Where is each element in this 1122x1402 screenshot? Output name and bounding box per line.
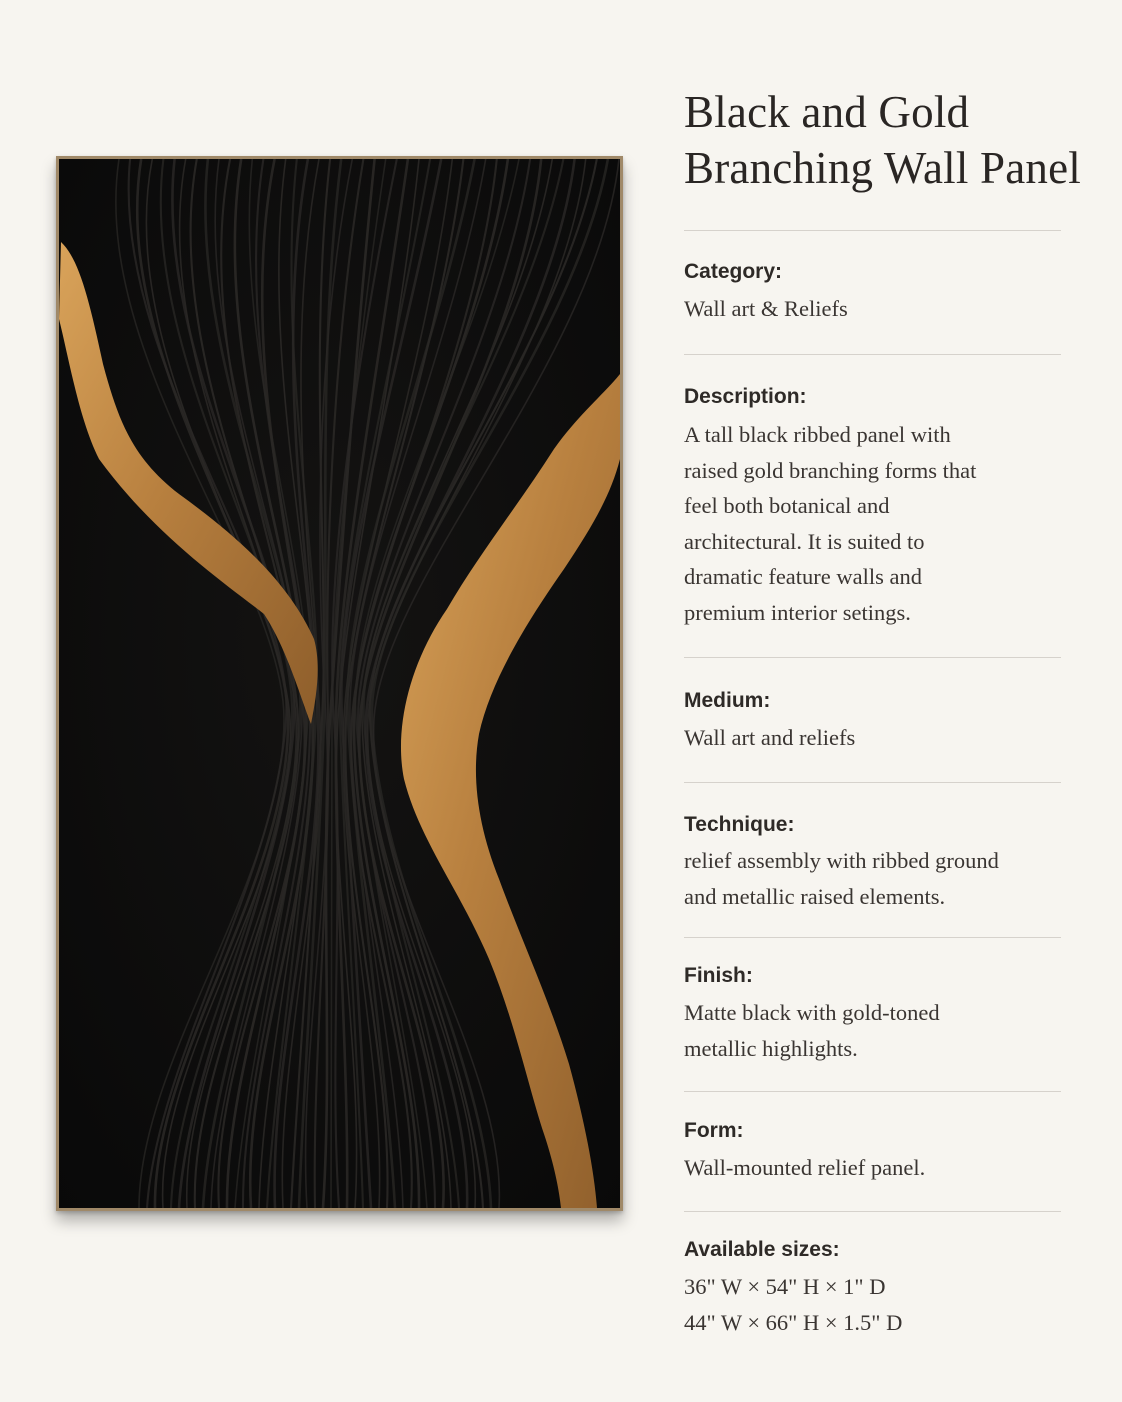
category-label: Category:	[684, 260, 783, 283]
divider	[684, 1091, 1061, 1092]
finish-value	[684, 995, 1061, 1066]
medium-line: Wall art and reliefs	[684, 725, 856, 750]
divider	[684, 1211, 1061, 1212]
description-value	[684, 417, 1061, 630]
technique-line: relief assembly with ribbed ground	[684, 848, 999, 873]
category-value	[684, 291, 1061, 327]
description-line: architectural. It is suited to	[684, 528, 925, 554]
artwork-image	[56, 156, 623, 1211]
divider	[684, 230, 1061, 231]
product-title	[684, 84, 1104, 196]
divider	[684, 937, 1061, 938]
medium-value	[684, 720, 1061, 756]
category-line: Wall art & Reliefs	[684, 296, 848, 321]
product-title-line: Branching Wall Panel	[684, 143, 1081, 193]
medium-label: Medium:	[684, 689, 771, 712]
finish-line: metallic highlights.	[684, 1035, 858, 1061]
technique-line: and metallic raised elements.	[684, 883, 946, 909]
artwork-relief-graphic	[59, 159, 620, 1208]
technique-value	[684, 843, 1061, 914]
product-title-line: Black and Gold	[684, 87, 970, 137]
size-option: 36" W × 54" H × 1" D	[684, 1274, 886, 1299]
divider	[684, 354, 1061, 355]
divider	[684, 657, 1061, 658]
form-label: Form:	[684, 1119, 744, 1142]
description-line: raised gold branching forms that	[684, 457, 977, 483]
form-value	[684, 1150, 1061, 1186]
description-label: Description:	[684, 385, 807, 408]
description-line: feel both botanical and	[684, 493, 890, 518]
size-option: 44" W × 66" H × 1.5" D	[684, 1309, 903, 1335]
description-line: premium interior setings.	[684, 599, 911, 625]
finish-line: Matte black with gold-toned	[684, 1000, 940, 1025]
divider	[684, 782, 1061, 783]
finish-label: Finish:	[684, 964, 753, 987]
description-line: A tall black ribbed panel with	[684, 422, 951, 447]
form-line: Wall-mounted relief panel.	[684, 1155, 926, 1180]
sizes-label: Available sizes:	[684, 1238, 840, 1261]
description-line: dramatic feature walls and	[684, 564, 923, 589]
sizes-value	[684, 1269, 1061, 1340]
technique-label: Technique:	[684, 813, 795, 836]
